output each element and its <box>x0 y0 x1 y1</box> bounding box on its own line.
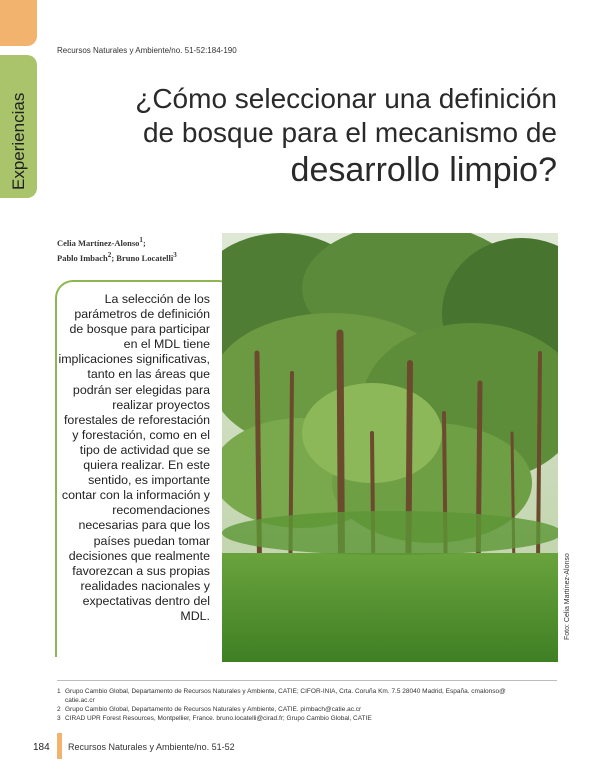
forest-photo <box>222 233 558 662</box>
footnote-continuation: catie.ac.cr <box>65 697 95 704</box>
footer-accent-bar <box>57 733 62 759</box>
footnote-text: Grupo Cambio Global, Departamento de Recursos Naturales y Ambiente, CATIE; CIFOR-INIA, Crta. Coruña Km. 7.5 28040 Madrid, España. cmalonso@ <box>65 688 506 695</box>
section-label: Experiencias <box>9 92 28 190</box>
photo-credit: Foto: Celia Martínez-Alonso <box>564 553 571 640</box>
abstract-text: La selección de los parámetros de definición de bosque para participar en el MDL tiene implicaciones significativas, tanto en las áreas que podrán ser elegidas para realizar proyectos forestales de reforestación y forestación, como en el tipo de actividad que se quiera realizar. En este sentido, es importante contar con la información y recomendaciones necesarias para que los países puedan tomar decisiones que realmente favorezcan a sus propias realidades nacionales y expectativas dentro del MDL. <box>58 292 210 623</box>
author-name: Bruno Locatelli <box>116 252 174 263</box>
footnote-number: 3 <box>57 715 61 722</box>
forest-photo-illustration <box>222 233 558 662</box>
title-line-1: ¿Cómo seleccionar una definición <box>135 83 557 114</box>
footnote-number: 1 <box>57 688 61 695</box>
title-line-2: de bosque para el mecanismo de <box>142 117 557 148</box>
footnote-text: CIRAD UPR Forest Resources, Montpellier, France. bruno.locatelli@cirad.fr; Grupo Cambio Global, CATIE <box>65 715 372 722</box>
footnote <box>57 714 557 723</box>
author-name: Pablo Imbach <box>57 252 108 263</box>
author-footnote-ref: 1 <box>139 236 143 244</box>
author-name: Celia Martínez-Alonso <box>57 237 140 248</box>
page-number: 184 <box>33 742 50 753</box>
footer-journal: Recursos Naturales y Ambiente/no. 51-52 <box>68 742 235 752</box>
title-line-3: desarrollo limpio? <box>290 151 557 189</box>
author-footnote-ref: 3 <box>173 250 177 259</box>
footnote-text: Grupo Cambio Global, Departamento de Recursos Naturales y Ambiente, CATIE. pimbach@catie.ac.cr <box>65 706 362 713</box>
top-color-tab <box>0 0 37 46</box>
author-list: Celia Martínez-Alonso$^1$; Pablo Imbach$^2$; Bruno Locatelli$^3$ <box>57 236 177 263</box>
footnote <box>57 705 557 714</box>
footnotes <box>57 687 557 723</box>
article-title <box>77 82 557 190</box>
footnote-number: 2 <box>57 706 61 713</box>
author-footnote-ref: 2 <box>107 250 112 259</box>
running-head: Recursos Naturales y Ambiente/no. 51-52:184-190 <box>57 46 237 55</box>
footnote-divider <box>57 680 557 681</box>
footnote <box>57 687 557 696</box>
